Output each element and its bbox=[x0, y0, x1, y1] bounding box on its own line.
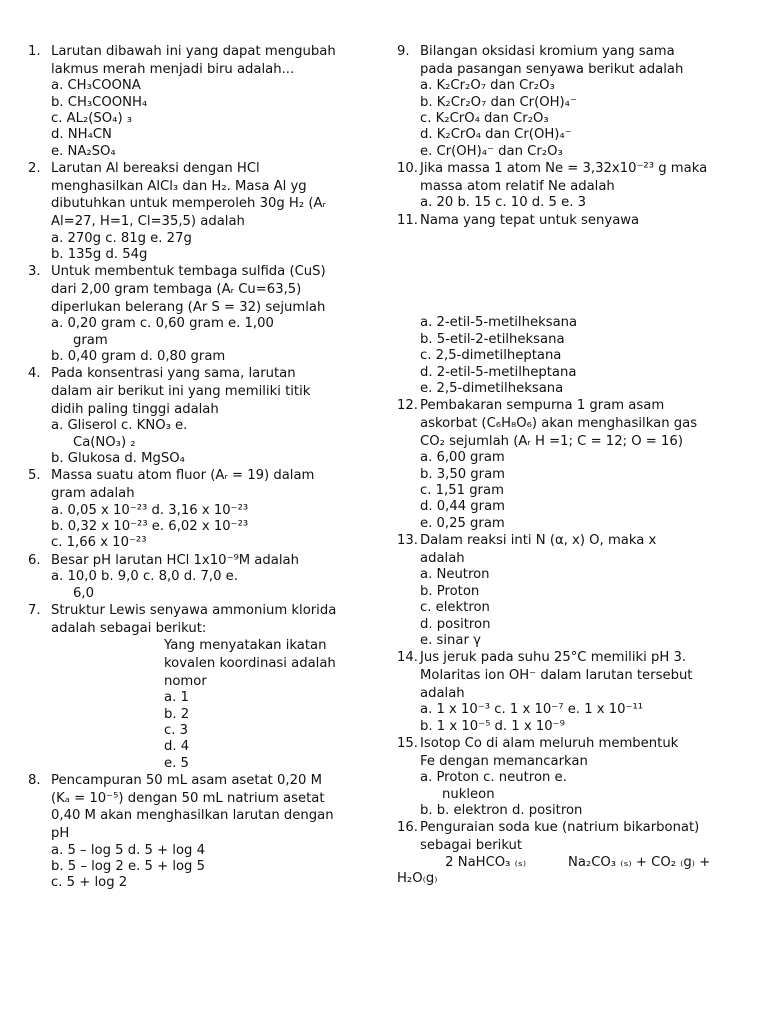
question-2 bbox=[28, 160, 363, 263]
question-stem: lakmus merah menjadi biru adalah... bbox=[51, 61, 295, 77]
question-stem: Yang menyatakan ikatan bbox=[164, 638, 327, 654]
question-stem: Isotop Co di alam meluruh membentuk bbox=[420, 736, 679, 752]
question-8 bbox=[28, 772, 363, 892]
question-1 bbox=[28, 43, 363, 160]
right-column bbox=[397, 43, 737, 887]
question-number: 15. bbox=[397, 736, 418, 752]
question-number: 11. bbox=[397, 212, 418, 228]
question-stem: Pada konsentrasi yang sama, larutan bbox=[51, 366, 296, 382]
option-row: a. 5 – log 5 d. 5 + log 4 bbox=[51, 842, 205, 858]
option-d: d. 4 bbox=[164, 739, 190, 755]
option-e: e. 0,25 gram bbox=[420, 515, 505, 531]
reaction-equation: 2 NaHCO₃ ₍ₛ₎ Na₂CO₃ ₍ₛ₎ + CO₂ ₍g₎ + bbox=[420, 854, 711, 870]
question-stem: 0,40 M akan menghasilkan larutan dengan bbox=[51, 808, 334, 824]
question-stem: Pencampuran 50 mL asam asetat 0,20 M bbox=[51, 773, 322, 789]
option-c: c. AL₂(SO₄) ₃ bbox=[51, 111, 133, 126]
question-15 bbox=[397, 735, 737, 819]
option-b: b. Proton bbox=[420, 583, 480, 599]
question-number: 4. bbox=[28, 366, 41, 382]
option-a: a. 6,00 gram bbox=[420, 450, 505, 466]
option-b: b. K₂Cr₂O₇ dan Cr(OH)₄⁻ bbox=[420, 94, 577, 110]
option-row: c. 1,66 x 10⁻²³ bbox=[51, 535, 147, 551]
option-d: d. K₂CrO₄ dan Cr(OH)₄⁻ bbox=[420, 127, 572, 143]
option-b: b. CH₃COONH₄ bbox=[51, 94, 148, 110]
question-stem: nomor bbox=[164, 673, 207, 689]
question-9 bbox=[397, 43, 737, 160]
question-11 bbox=[397, 212, 737, 398]
option-c: c. elektron bbox=[420, 600, 490, 616]
question-number: 9. bbox=[397, 44, 410, 59]
question-number: 5. bbox=[28, 468, 41, 484]
question-stem: Jus jeruk pada suhu 25°C memiliki pH 3. bbox=[420, 650, 687, 666]
option-row: a. 270g c. 81g e. 27g bbox=[51, 230, 192, 246]
question-stem: Larutan dibawah ini yang dapat mengubah bbox=[51, 44, 336, 59]
question-stem: Struktur Lewis senyawa ammonium klorida bbox=[51, 603, 337, 619]
reaction-equation-wrap: H₂O₍g₎ bbox=[397, 871, 438, 887]
option-c: c. 2,5-dimetilheptana bbox=[420, 348, 562, 364]
question-stem: Pembakaran sempurna 1 gram asam bbox=[420, 398, 665, 414]
question-stem: Untuk membentuk tembaga sulfida (CuS) bbox=[51, 264, 326, 280]
question-number: 8. bbox=[28, 773, 41, 789]
question-number: 2. bbox=[28, 161, 41, 177]
option-row: b. 0,40 gram d. 0,80 gram bbox=[51, 349, 226, 364]
question-4 bbox=[28, 365, 363, 467]
question-stem: adalah sebagai berikut: bbox=[51, 620, 207, 636]
option-a: a. 2-etil-5-metilheksana bbox=[420, 315, 578, 331]
question-stem: adalah bbox=[420, 685, 465, 701]
question-14 bbox=[397, 649, 737, 735]
option-a: a. CH₃COONA bbox=[51, 78, 141, 94]
option-row: a. 0,05 x 10⁻²³ d. 3,16 x 10⁻²³ bbox=[51, 502, 249, 518]
option-a: a. K₂Cr₂O₇ dan Cr₂O₃ bbox=[420, 78, 555, 94]
question-stem: askorbat (C₆H₈O₆) akan menghasilkan gas bbox=[420, 416, 698, 432]
option-e: e. 2,5-dimetilheksana bbox=[420, 381, 564, 397]
question-stem: adalah bbox=[420, 550, 465, 566]
question-number: 7. bbox=[28, 603, 41, 619]
question-12 bbox=[397, 397, 737, 532]
option-b: b. 3,50 gram bbox=[420, 466, 506, 482]
question-stem: dari 2,00 gram tembaga (Aᵣ Cu=63,5) bbox=[51, 282, 302, 297]
question-number: 14. bbox=[397, 650, 418, 666]
option-d: d. 2-etil-5-metilheptana bbox=[420, 364, 577, 380]
option-e: e. 5 bbox=[164, 755, 189, 771]
question-stem: CO₂ sejumlah (Aᵣ H =1; C = 12; O = 16) bbox=[420, 433, 683, 449]
option-row: a. Proton c. neutron e. bbox=[420, 770, 567, 786]
question-stem: Fe dengan memancarkan bbox=[420, 753, 588, 769]
option-row: c. 5 + log 2 bbox=[51, 875, 128, 891]
question-16 bbox=[397, 819, 737, 887]
option-c: c. 1,51 gram bbox=[420, 483, 504, 499]
option-a: a. 1 bbox=[164, 690, 189, 706]
option-b: b. 5-etil-2-etilheksana bbox=[420, 331, 565, 347]
option-row: b. 0,32 x 10⁻²³ e. 6,02 x 10⁻²³ bbox=[51, 519, 249, 534]
question-number: 10. bbox=[397, 161, 418, 177]
question-stem: menghasilkan AlCl₃ dan H₂. Masa Al yg bbox=[51, 178, 307, 194]
question-5 bbox=[28, 467, 363, 551]
option-e: e. NA₂SO₄ bbox=[51, 143, 116, 159]
option-row-wrap: 6,0 bbox=[73, 585, 94, 601]
option-d: d. 0,44 gram bbox=[420, 499, 506, 515]
option-row: b. b. elektron d. positron bbox=[420, 803, 583, 819]
question-10 bbox=[397, 160, 737, 212]
question-stem: Molaritas ion OH⁻ dalam larutan tersebut bbox=[420, 668, 693, 684]
question-number: 3. bbox=[28, 264, 41, 280]
question-number: 1. bbox=[28, 44, 41, 59]
question-stem: Jika massa 1 atom Ne = 3,32x10⁻²³ g maka bbox=[420, 161, 708, 177]
question-stem: Al=27, H=1, Cl=35,5) adalah bbox=[51, 214, 245, 229]
question-stem: gram adalah bbox=[51, 486, 135, 501]
question-stem: sebagai berikut bbox=[420, 838, 523, 854]
option-e: e. sinar γ bbox=[420, 633, 481, 649]
question-number: 12. bbox=[397, 398, 418, 414]
question-stem: Dalam reaksi inti N (α, x) O, maka x bbox=[420, 533, 657, 549]
question-7 bbox=[28, 602, 363, 772]
question-number: 13. bbox=[397, 533, 418, 549]
option-e: e. Cr(OH)₄⁻ dan Cr₂O₃ bbox=[420, 143, 563, 159]
option-row-wrap: Ca(NO₃) ₂ bbox=[73, 434, 136, 450]
question-stem: Penguraian soda kue (natrium bikarbonat) bbox=[420, 820, 700, 836]
question-6 bbox=[28, 552, 363, 602]
question-stem: pH bbox=[51, 826, 70, 841]
option-row: b. 1 x 10⁻⁵ d. 1 x 10⁻⁹ bbox=[420, 718, 565, 734]
question-stem: Bilangan oksidasi kromium yang sama bbox=[420, 44, 675, 59]
option-row: a. 10,0 b. 9,0 c. 8,0 d. 7,0 e. bbox=[51, 569, 238, 585]
option-row: b. 135g d. 54g bbox=[51, 247, 148, 262]
option-row: b. Glukosa d. MgSO₄ bbox=[51, 451, 185, 466]
option-row: a. 20 b. 15 c. 10 d. 5 e. 3 bbox=[420, 195, 586, 211]
option-c: c. 3 bbox=[164, 723, 189, 738]
question-stem: dalam air berikut ini yang memiliki titik bbox=[51, 384, 311, 399]
question-stem: didih paling tinggi adalah bbox=[51, 401, 219, 417]
question-stem: diperlukan belerang (Ar S = 32) sejumlah bbox=[51, 299, 326, 315]
option-row: a. 1 x 10⁻³ c. 1 x 10⁻⁷ e. 1 x 10⁻¹¹ bbox=[420, 702, 644, 718]
question-number: 6. bbox=[28, 552, 41, 568]
question-stem: kovalen koordinasi adalah bbox=[164, 656, 336, 671]
option-a: a. Neutron bbox=[420, 567, 490, 583]
option-row-wrap: gram bbox=[73, 332, 108, 348]
option-row: a. 0,20 gram c. 0,60 gram e. 1,00 bbox=[51, 316, 274, 332]
option-row: b. 5 – log 2 e. 5 + log 5 bbox=[51, 859, 206, 874]
question-3 bbox=[28, 263, 363, 365]
question-stem: dibutuhkan untuk memperoleh 30g H₂ (Aᵣ bbox=[51, 196, 326, 212]
question-stem: Nama yang tepat untuk senyawa bbox=[420, 212, 640, 228]
question-stem: pada pasangan senyawa berikut adalah bbox=[420, 61, 684, 77]
question-13 bbox=[397, 532, 737, 649]
question-number: 16. bbox=[397, 820, 418, 836]
question-stem: Larutan Al bereaksi dengan HCl bbox=[51, 161, 260, 177]
question-stem: massa atom relatif Ne adalah bbox=[420, 178, 615, 194]
option-c: c. K₂CrO₄ dan Cr₂O₃ bbox=[420, 111, 549, 126]
option-row: a. Gliserol c. KNO₃ e. bbox=[51, 418, 188, 434]
structure-image-placeholder bbox=[397, 229, 737, 315]
question-stem: (Kₐ = 10⁻⁵) dengan 50 mL natrium asetat bbox=[51, 790, 325, 806]
question-stem: Besar pH larutan HCl 1x10⁻⁹M adalah bbox=[51, 552, 299, 568]
option-row-wrap: nukleon bbox=[442, 786, 495, 802]
question-stem: Massa suatu atom fluor (Aᵣ = 19) dalam bbox=[51, 468, 315, 484]
option-b: b. 2 bbox=[164, 706, 190, 722]
option-d: d. positron bbox=[420, 616, 491, 632]
left-column bbox=[28, 43, 363, 892]
option-d: d. NH₄CN bbox=[51, 127, 112, 143]
